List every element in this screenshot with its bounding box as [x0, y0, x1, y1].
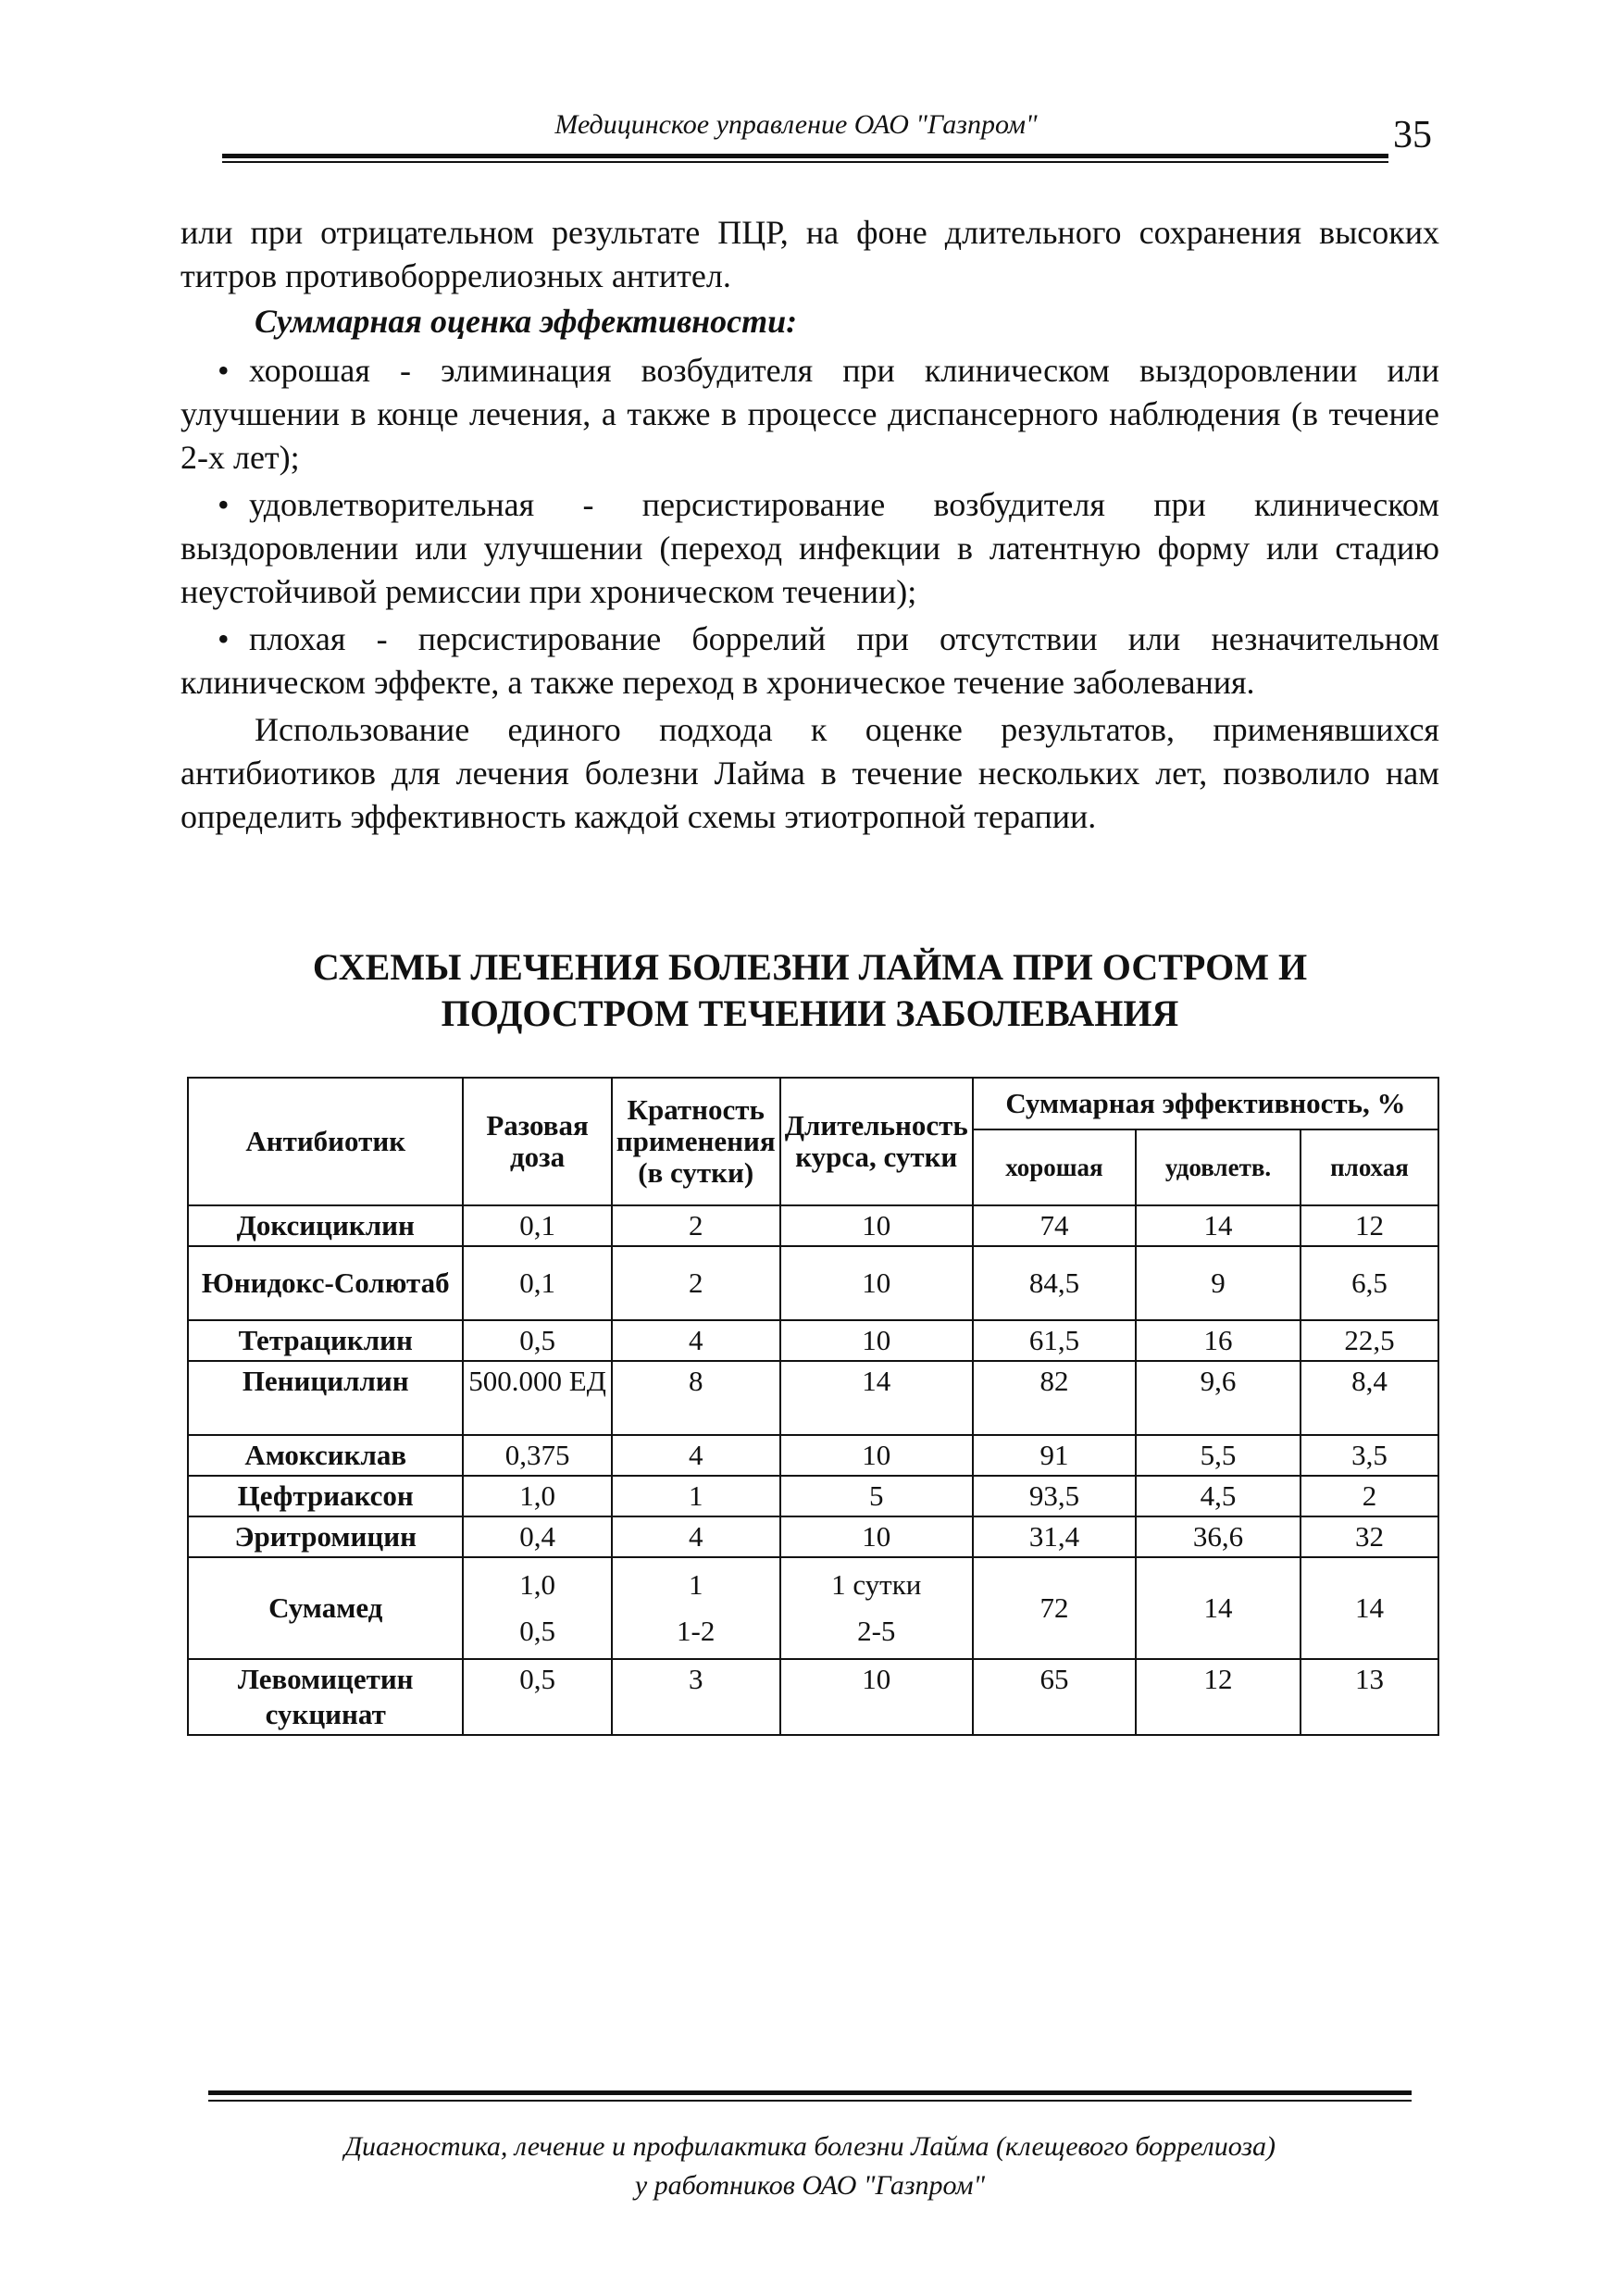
- satisfactory-cell: 9: [1136, 1246, 1301, 1320]
- running-footer: [222, 2128, 1398, 2205]
- drug-name: Доксициклин: [188, 1205, 463, 1246]
- poor-cell: 13: [1301, 1659, 1438, 1735]
- poor-cell: 8,4: [1301, 1361, 1438, 1435]
- duration-cell: 5: [780, 1476, 973, 1516]
- treatment-table: [187, 1077, 1439, 1736]
- drug-name: Пенициллин: [188, 1361, 463, 1435]
- poor-cell: 2: [1301, 1476, 1438, 1516]
- bullet-item: [180, 483, 1439, 614]
- table-row: [188, 1246, 1438, 1320]
- table-row: [188, 1361, 1438, 1435]
- frequency-cell: 2: [612, 1205, 780, 1246]
- table-row: [188, 1205, 1438, 1246]
- page-number: 35: [1393, 114, 1432, 156]
- dose-cell: 0,1: [463, 1205, 611, 1246]
- bullet-item: [180, 618, 1439, 705]
- frequency-cell: [612, 1557, 780, 1659]
- satisfactory-cell: 9,6: [1136, 1361, 1301, 1435]
- drug-name: Амоксиклав: [188, 1435, 463, 1476]
- drug-name: Левомицетин сукцинат: [188, 1659, 463, 1735]
- section-title: [185, 944, 1435, 1037]
- bullet-icon: •: [218, 620, 230, 657]
- footer-rule-thin: [208, 2100, 1412, 2102]
- dose-cell: 0,1: [463, 1246, 611, 1320]
- header-rule: [222, 154, 1388, 158]
- dose-cell: 0,5: [463, 1659, 611, 1735]
- frequency-cell: 8: [612, 1361, 780, 1435]
- dose-value: 0,5: [519, 1615, 555, 1647]
- table-row: [188, 1476, 1438, 1516]
- duration-cell: 14: [780, 1361, 973, 1435]
- bullet-text: хорошая - элиминация возбудителя при клиническом выздоровлении или улучшении в конце лечения, а также в процессе диспансерного наблюдения (в течение 2-х лет);: [180, 352, 1439, 476]
- good-cell: 84,5: [973, 1246, 1136, 1320]
- table-row: [188, 1557, 1438, 1659]
- paragraph: или при отрицательном результате ПЦР, на фоне длительного сохранения высоких титров противоборрелиозных антител.: [180, 214, 1439, 294]
- frequency-cell: 4: [612, 1320, 780, 1361]
- col-header-satisfactory: удовлетв.: [1136, 1129, 1301, 1205]
- summary-heading: Суммарная оценка эффективности:: [255, 303, 798, 340]
- col-header-effectiveness: Суммарная эффективность, %: [973, 1078, 1438, 1129]
- col-header-good: хорошая: [973, 1129, 1136, 1205]
- bullet-icon: •: [218, 486, 230, 523]
- drug-name: Юнидокс-Солютаб: [188, 1246, 463, 1320]
- satisfactory-cell: 4,5: [1136, 1476, 1301, 1516]
- frequency-value: 1-2: [677, 1615, 716, 1647]
- footer-rule: [208, 2090, 1412, 2095]
- col-header-frequency: Кратность применения (в сутки): [612, 1078, 780, 1205]
- poor-cell: 3,5: [1301, 1435, 1438, 1476]
- col-header-antibiotic: Антибиотик: [188, 1078, 463, 1205]
- footer-line: у работников ОАО "Газпром": [634, 2170, 986, 2201]
- frequency-cell: 1: [612, 1476, 780, 1516]
- duration-cell: 10: [780, 1435, 973, 1476]
- poor-cell: 22,5: [1301, 1320, 1438, 1361]
- bullet-text: удовлетворительная - персистирование возбудителя при клиническом выздоровлении или улучшении (переход инфекции в латентную форму или стадию неустойчивой ремиссии при хроническом течении);: [180, 486, 1439, 610]
- table-row: [188, 1516, 1438, 1557]
- dose-cell: 1,0: [463, 1476, 611, 1516]
- section-title-line: ПОДОСТРОМ ТЕЧЕНИИ ЗАБОЛЕВАНИЯ: [441, 992, 1179, 1034]
- good-cell: 93,5: [973, 1476, 1136, 1516]
- duration-cell: [780, 1557, 973, 1659]
- running-header: Медицинское управление ОАО "Газпром": [554, 109, 1038, 140]
- drug-name: Сумамед: [188, 1557, 463, 1659]
- paragraph: Использование единого подхода к оценке результатов, применявшихся антибиотиков для лечения болезни Лайма в течение нескольких лет, позволило нам определить эффективность каждой схемы этиотропной терапии.: [180, 711, 1439, 835]
- drug-name: Эритромицин: [188, 1516, 463, 1557]
- satisfactory-cell: 14: [1136, 1205, 1301, 1246]
- footer-line: Диагностика, лечение и профилактика болезни Лайма (клещевого боррелиоза): [343, 2131, 1276, 2162]
- satisfactory-cell: 36,6: [1136, 1516, 1301, 1557]
- frequency-cell: 3: [612, 1659, 780, 1735]
- dose-cell: 0,4: [463, 1516, 611, 1557]
- body-text: [180, 211, 1439, 839]
- poor-cell: 14: [1301, 1557, 1438, 1659]
- frequency-cell: 4: [612, 1516, 780, 1557]
- table-row: [188, 1320, 1438, 1361]
- bullet-item: [180, 349, 1439, 480]
- good-cell: 61,5: [973, 1320, 1136, 1361]
- poor-cell: 32: [1301, 1516, 1438, 1557]
- satisfactory-cell: 14: [1136, 1557, 1301, 1659]
- poor-cell: 6,5: [1301, 1246, 1438, 1320]
- col-header-duration: Длительность курса, сутки: [780, 1078, 973, 1205]
- bullet-text: плохая - персистирование боррелий при отсутствии или незначительном клиническом эффекте, а также переход в хроническое течение заболевания.: [180, 620, 1439, 701]
- duration-cell: 10: [780, 1516, 973, 1557]
- table-row: [188, 1435, 1438, 1476]
- col-header-poor: плохая: [1301, 1129, 1438, 1205]
- satisfactory-cell: 16: [1136, 1320, 1301, 1361]
- duration-cell: 10: [780, 1659, 973, 1735]
- duration-value: 2-5: [857, 1615, 896, 1647]
- drug-name: Цефтриаксон: [188, 1476, 463, 1516]
- poor-cell: 12: [1301, 1205, 1438, 1246]
- table-row: [188, 1659, 1438, 1735]
- dose-cell: [463, 1557, 611, 1659]
- drug-name: Тетрациклин: [188, 1320, 463, 1361]
- bullet-icon: •: [218, 352, 230, 389]
- dose-cell: 0,5: [463, 1320, 611, 1361]
- duration-cell: 10: [780, 1246, 973, 1320]
- good-cell: 82: [973, 1361, 1136, 1435]
- dose-value: 1,0: [519, 1568, 555, 1601]
- header-rule-thin: [222, 161, 1388, 163]
- dose-cell: 500.000 ЕД: [463, 1361, 611, 1435]
- good-cell: 91: [973, 1435, 1136, 1476]
- good-cell: 65: [973, 1659, 1136, 1735]
- good-cell: 72: [973, 1557, 1136, 1659]
- good-cell: 74: [973, 1205, 1136, 1246]
- duration-value: 1 сутки: [831, 1568, 922, 1601]
- duration-cell: 10: [780, 1320, 973, 1361]
- col-header-dose: Разовая доза: [463, 1078, 611, 1205]
- frequency-cell: 2: [612, 1246, 780, 1320]
- dose-cell: 0,375: [463, 1435, 611, 1476]
- section-title-line: СХЕМЫ ЛЕЧЕНИЯ БОЛЕЗНИ ЛАЙМА ПРИ ОСТРОМ И: [312, 946, 1308, 988]
- duration-cell: 10: [780, 1205, 973, 1246]
- good-cell: 31,4: [973, 1516, 1136, 1557]
- satisfactory-cell: 5,5: [1136, 1435, 1301, 1476]
- satisfactory-cell: 12: [1136, 1659, 1301, 1735]
- frequency-cell: 4: [612, 1435, 780, 1476]
- frequency-value: 1: [688, 1568, 703, 1601]
